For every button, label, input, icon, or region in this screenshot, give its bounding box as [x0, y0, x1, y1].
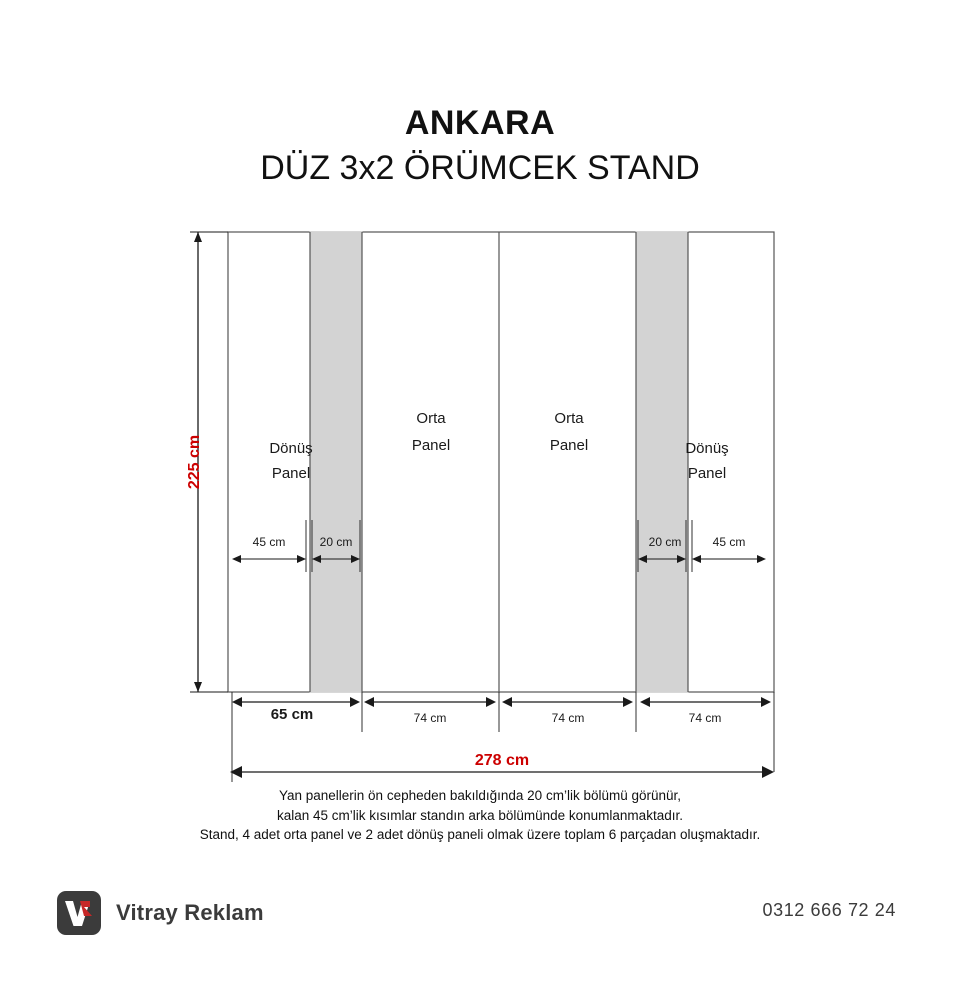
orta-panel-1-label-line1: Orta: [416, 410, 446, 427]
donus-panel-right-label-line2: Panel: [687, 465, 727, 482]
brand-block: [56, 890, 264, 936]
dim-45-right-label: 45 cm: [712, 535, 746, 549]
page-title: ANKARA: [404, 104, 556, 142]
note-line-1: Yan panellerin ön cepheden bakıldığında 20 cm’lik bölümü görünür,: [278, 788, 682, 803]
brand-name: Vitray Reklam: [116, 900, 264, 925]
orta-panel-2-label-line2: Panel: [549, 437, 589, 454]
dim-74-a-label: 74 cm: [413, 711, 447, 725]
footer: [0, 890, 960, 950]
orta-panel-1-label-line2: Panel: [411, 437, 451, 454]
dim-74-c-label: 74 cm: [688, 711, 722, 725]
height-arrow-bottom: [194, 682, 202, 692]
note-block: [0, 786, 960, 845]
dim-65-arrow-end: [350, 697, 360, 707]
dim-74-c-arrow-start: [640, 697, 650, 707]
dim-74-c-arrow-end: [761, 697, 771, 707]
dim-74-b-label: 74 cm: [551, 711, 585, 725]
dim-65-label: 65 cm: [270, 706, 314, 723]
note-line-3: Stand, 4 adet orta panel ve 2 adet dönüş paneli olmak üzere toplam 6 parçadan oluşmaktadır.: [199, 827, 761, 843]
orta-panel-2-label-line1: Orta: [554, 410, 584, 427]
donus-panel-left-shape: [310, 232, 362, 692]
dim-74-a-arrow-end: [486, 697, 496, 707]
dim-45-left-label: 45 cm: [252, 535, 286, 549]
donus-panel-right-label-line1: Dönüş: [685, 440, 729, 457]
dim-74-a-arrow-start: [364, 697, 374, 707]
dim-74-b-arrow-end: [623, 697, 633, 707]
donus-panel-left-label-line2: Panel: [271, 465, 311, 482]
vitray-logo-icon: [56, 890, 102, 936]
total-width-arrow-end: [762, 766, 774, 778]
dim-74-b-arrow-start: [502, 697, 512, 707]
note-line-2: kalan 45 cm’lik kısımlar standın arka bölümünde konumlanmaktadır.: [277, 807, 683, 823]
donus-panel-left-label-line1: Dönüş: [269, 440, 313, 457]
total-width-label: 278 cm: [474, 752, 530, 769]
donus-panel-right-shape: [636, 232, 688, 692]
dim-20-right-label: 20 cm: [648, 535, 682, 549]
dim-65-arrow-start: [232, 697, 242, 707]
height-label: 225 cm: [186, 434, 203, 490]
phone-number: 0312 666 72 24: [762, 900, 896, 920]
dim-20-left-label: 20 cm: [319, 535, 353, 549]
page-subtitle: DÜZ 3x2 ÖRÜMCEK STAND: [260, 149, 700, 188]
height-arrow-top: [194, 232, 202, 242]
